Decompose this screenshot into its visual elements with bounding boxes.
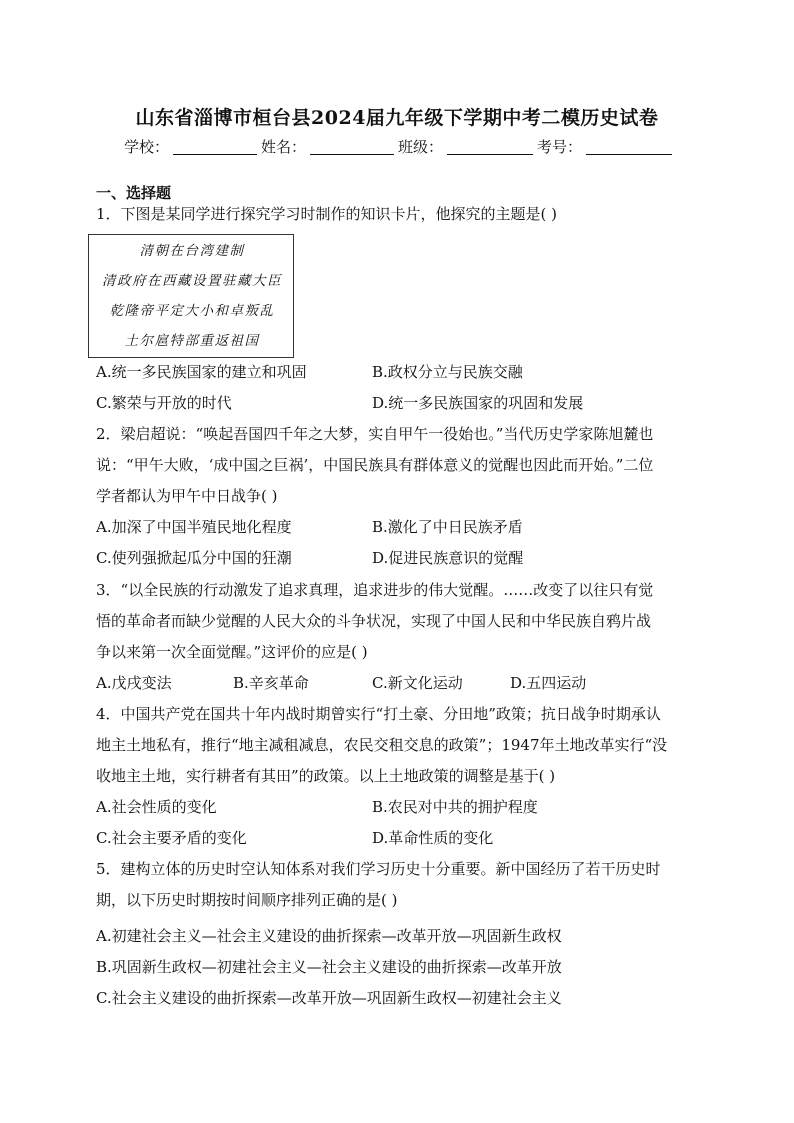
- q2-option-b[interactable]: B.激化了中日民族矛盾: [372, 518, 523, 536]
- card-line: 土尔扈特部重返祖国: [124, 333, 260, 349]
- q2-option-c[interactable]: C.使列强掀起瓜分中国的狂潮: [96, 549, 292, 567]
- q5-stem-line: 期，以下历史时期按时间顺序排列正确的是( ): [96, 891, 398, 909]
- q3-stem-line: 3．“以全民族的行动激发了追求真理，追求进步的伟大觉醒。……改变了以往只有觉: [96, 581, 654, 599]
- q3-option-b[interactable]: B.辛亥革命: [233, 674, 309, 692]
- card-line: 乾隆帝平定大小和卓叛乱: [109, 303, 275, 319]
- q4-stem-line: 4．中国共产党在国共十年内战时期曾实行“打土豪、分田地”政策；抗日战争时期承认: [96, 705, 661, 723]
- q3-option-a[interactable]: A.戊戌变法: [96, 674, 172, 692]
- q5-option-c[interactable]: C.社会主义建设的曲折探索—改革开放—巩固新生政权—初建社会主义: [96, 989, 562, 1007]
- name-label: 姓名：: [261, 138, 307, 156]
- q3-stem-line: 争以来第一次全面觉醒。”这评价的应是( ): [96, 643, 368, 661]
- q4-option-c[interactable]: C.社会主要矛盾的变化: [96, 829, 247, 847]
- q1-option-d[interactable]: D.统一多民族国家的巩固和发展: [372, 394, 584, 412]
- class-label: 班级：: [398, 138, 444, 156]
- student-info-row: [124, 136, 684, 157]
- q3-option-d[interactable]: D.五四运动: [510, 674, 587, 692]
- q2-option-a[interactable]: A.加深了中国半殖民地化程度: [96, 518, 292, 536]
- school-label: 学校：: [124, 138, 170, 156]
- q2-stem-line: 2．梁启超说：“唤起吾国四千年之大梦，实自甲午一役始也。”当代历史学家陈旭麓也: [96, 425, 654, 443]
- q3-stem-line: 悟的革命者而缺少觉醒的人民大众的斗争状况，实现了中国人民和中华民族自鸦片战: [96, 612, 652, 630]
- section-title: 一、选择题: [96, 184, 172, 202]
- q2-stem-line: 说：“甲午大败，‘成中国之巨祸’，中国民族具有群体意义的觉醒也因此而开始。”二位: [96, 456, 654, 474]
- q2-stem-line: 学者都认为甲午中日战争( ): [96, 487, 278, 505]
- q4-option-b[interactable]: B.农民对中共的拥护程度: [372, 798, 538, 816]
- q5-option-b[interactable]: B.巩固新生政权—初建社会主义—社会主义建设的曲折探索—改革开放: [96, 958, 562, 976]
- exam-no-label: 考号：: [537, 138, 583, 156]
- knowledge-card: [88, 234, 294, 358]
- exam-no-blank[interactable]: [586, 138, 672, 155]
- q4-option-d[interactable]: D.革命性质的变化: [372, 829, 494, 847]
- page-title: 山东省淄博市桓台县2024届九年级下学期中考二模历史试卷: [135, 107, 659, 129]
- school-blank[interactable]: [173, 138, 257, 155]
- q3-option-c[interactable]: C.新文化运动: [372, 674, 463, 692]
- card-line: 清朝在台湾建制: [139, 243, 245, 259]
- q2-option-d[interactable]: D.促进民族意识的觉醒: [372, 549, 524, 567]
- q4-stem-line: 地主土地私有，推行“地主减租减息，农民交租交息的政策”；1947年土地改革实行“没: [96, 736, 668, 754]
- q5-stem-line: 5．建构立体的历史时空认知体系对我们学习历史十分重要。新中国经历了若干历史时: [96, 860, 661, 878]
- class-blank[interactable]: [447, 138, 533, 155]
- q1-option-c[interactable]: C.繁荣与开放的时代: [96, 394, 232, 412]
- q5-option-a[interactable]: A.初建社会主义—社会主义建设的曲折探索—改革开放—巩固新生政权: [96, 927, 562, 945]
- q4-option-a[interactable]: A.社会性质的变化: [96, 798, 217, 816]
- card-line: 清政府在西藏设置驻藏大臣: [102, 273, 282, 289]
- q1-stem: 1．下图是某同学进行探究学习时制作的知识卡片，他探究的主题是( ): [96, 205, 558, 223]
- name-blank[interactable]: [310, 138, 394, 155]
- q4-stem-line: 收地主土地，实行耕者有其田”的政策。以上土地政策的调整是基于( ): [96, 767, 556, 785]
- q1-option-b[interactable]: B.政权分立与民族交融: [372, 363, 523, 381]
- q1-option-a[interactable]: A.统一多民族国家的建立和巩固: [96, 363, 307, 381]
